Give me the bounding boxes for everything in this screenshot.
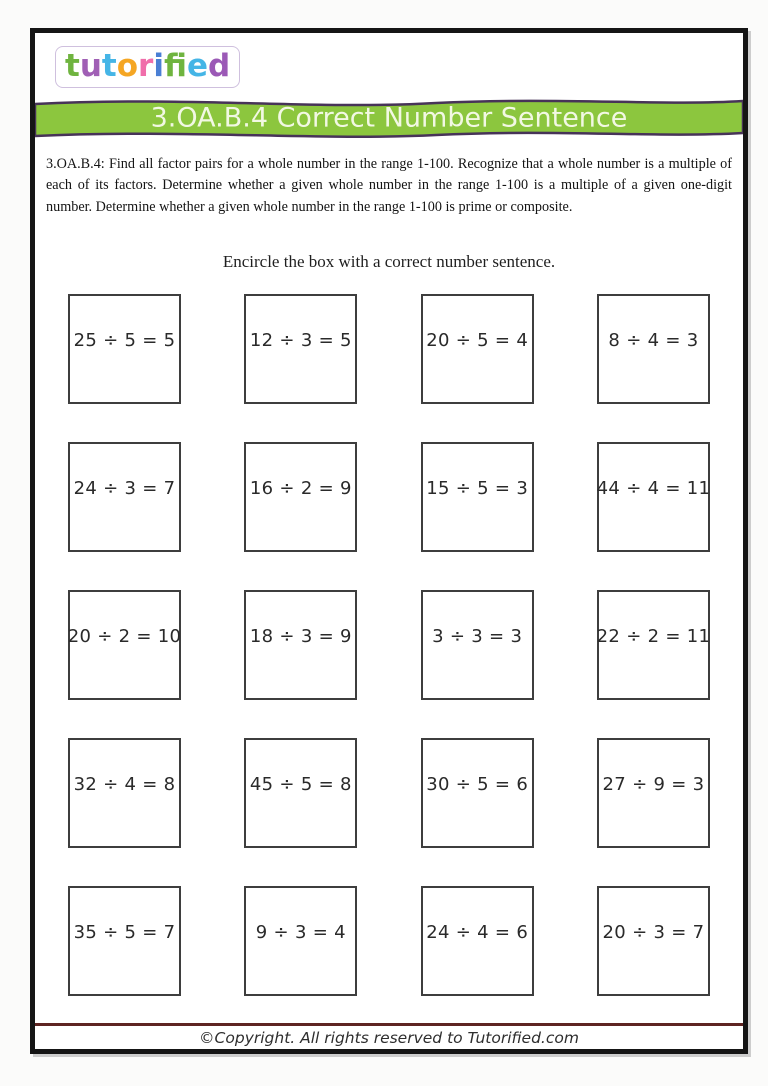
number-sentence-box[interactable]: 3 ÷ 3 = 3 (421, 590, 534, 700)
worksheet-page (30, 28, 748, 1054)
logo-letter: t (65, 48, 80, 84)
logo-letter: e (186, 48, 208, 84)
copyright-footer: ©Copyright. All rights reserved to Tutorified.com (35, 1023, 743, 1049)
standard-description: 3.OA.B.4: Find all factor pairs for a whole number in the range 1-100. Recognize that a whole number is a multiple of each of its factors. Determine whether a given whole number in the range 1-100 is a multiple of a given one-digit number. Determine whether a given whole number in the range 1-100 is prime or composite. (46, 156, 732, 215)
logo-letter: i (153, 48, 164, 84)
number-sentence-box[interactable]: 25 ÷ 5 = 5 (68, 294, 181, 404)
number-sentence-box[interactable]: 20 ÷ 2 = 10 (68, 590, 181, 700)
problem-row (68, 738, 710, 848)
number-sentence-box[interactable]: 45 ÷ 5 = 8 (244, 738, 357, 848)
problem-row (68, 590, 710, 700)
number-sentence-box[interactable]: 20 ÷ 3 = 7 (597, 886, 710, 996)
number-sentence-box[interactable]: 35 ÷ 5 = 7 (68, 886, 181, 996)
number-sentence-box[interactable]: 24 ÷ 4 = 6 (421, 886, 534, 996)
page-title: 3.OA.B.4 Correct Number Sentence (150, 102, 628, 134)
number-sentence-box[interactable]: 20 ÷ 5 = 4 (421, 294, 534, 404)
number-sentence-box[interactable]: 32 ÷ 4 = 8 (68, 738, 181, 848)
problem-row (68, 886, 710, 996)
logo-letter: o (116, 48, 139, 84)
number-sentence-box[interactable]: 18 ÷ 3 = 9 (244, 590, 357, 700)
number-sentence-box[interactable]: 24 ÷ 3 = 7 (68, 442, 181, 552)
problem-grid (68, 294, 710, 996)
logo-letter: u (79, 48, 102, 84)
logo-letter: r (138, 48, 154, 84)
number-sentence-box[interactable]: 8 ÷ 4 = 3 (597, 294, 710, 404)
problem-row (68, 294, 710, 404)
logo-letter: d (208, 48, 231, 84)
number-sentence-box[interactable]: 22 ÷ 2 = 11 (597, 590, 710, 700)
number-sentence-box[interactable]: 30 ÷ 5 = 6 (421, 738, 534, 848)
title-banner (35, 93, 743, 141)
number-sentence-box[interactable]: 12 ÷ 3 = 5 (244, 294, 357, 404)
logo-letter: f (163, 48, 187, 84)
number-sentence-box[interactable]: 15 ÷ 5 = 3 (421, 442, 534, 552)
number-sentence-box[interactable]: 9 ÷ 3 = 4 (244, 886, 357, 996)
number-sentence-box[interactable]: 27 ÷ 9 = 3 (597, 738, 710, 848)
problem-row (68, 442, 710, 552)
logo (55, 46, 240, 88)
number-sentence-box[interactable]: 16 ÷ 2 = 9 (244, 442, 357, 552)
number-sentence-box[interactable]: 44 ÷ 4 = 11 (597, 442, 710, 552)
instruction-text: Encircle the box with a correct number sentence. (222, 251, 556, 271)
logo-letter: t (101, 48, 117, 84)
